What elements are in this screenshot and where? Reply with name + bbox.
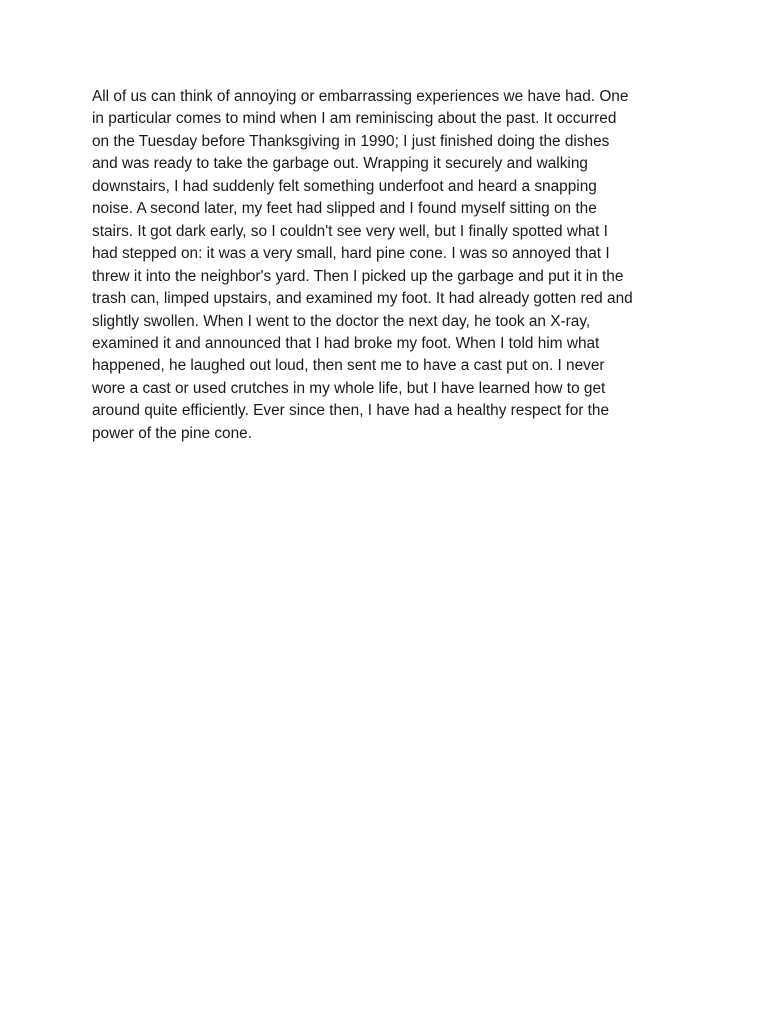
paragraph-line: examined it and announced that I had broke my foot. When I told him what bbox=[92, 334, 600, 352]
body-paragraph bbox=[92, 86, 692, 445]
paragraph-line: on the Tuesday before Thanksgiving in 1990; I just finished doing the dishes bbox=[92, 132, 610, 150]
paragraph-line: around quite efficiently. Ever since then, I have had a healthy respect for the bbox=[92, 402, 610, 420]
paragraph-line: trash can, limped upstairs, and examined my foot. It had already gotten red and bbox=[92, 290, 633, 308]
paragraph-line: stairs. It got dark early, so I couldn't see very well, but I finally spotted what I bbox=[92, 222, 608, 240]
paragraph-line: slightly swollen. When I went to the doctor the next day, he took an X-ray, bbox=[92, 312, 591, 330]
paragraph-line: and was ready to take the garbage out. Wrapping it securely and walking bbox=[92, 155, 588, 173]
paragraph-line: happened, he laughed out loud, then sent me to have a cast put on. I never bbox=[92, 357, 605, 375]
paragraph-line: downstairs, I had suddenly felt something underfoot and heard a snapping bbox=[92, 177, 597, 195]
paragraph-line: wore a cast or used crutches in my whole life, but I have learned how to get bbox=[92, 379, 606, 397]
paragraph-line: noise. A second later, my feet had slipped and I found myself sitting on the bbox=[92, 200, 597, 218]
paragraph-line: in particular comes to mind when I am reminiscing about the past. It occurred bbox=[92, 110, 617, 128]
paragraph-line: threw it into the neighbor's yard. Then I picked up the garbage and put it in the bbox=[92, 267, 624, 285]
paragraph-line: All of us can think of annoying or embarrassing experiences we have had. One bbox=[92, 88, 629, 105]
paragraph-line: had stepped on: it was a very small, hard pine cone. I was so annoyed that I bbox=[92, 245, 610, 263]
paragraph-line: power of the pine cone. bbox=[92, 424, 253, 442]
